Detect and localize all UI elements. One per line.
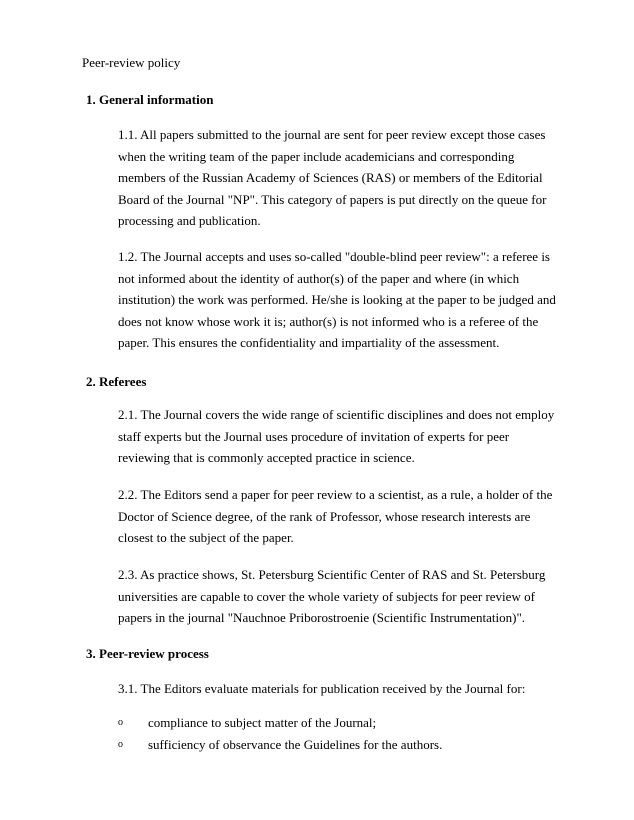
document-title: Peer-review policy: [82, 55, 181, 70]
bullet-text: sufficiency of observance the Guidelines for the authors.: [148, 736, 443, 752]
hollow-bullet-icon: o: [118, 738, 123, 750]
criteria-bullet-list: [118, 712, 558, 755]
paragraph-2-3: 2.3. As practice shows, St. Petersburg Scientific Center of RAS and St. Petersburg universities are capable to cover the whole variety of subjects for peer review of papers in the journal "Nauchnoe Priborostroenie (Scientific Instrumentation)".: [118, 567, 546, 625]
list-item: [118, 712, 558, 734]
section-heading-referees: 2. Referees: [86, 374, 147, 389]
section-heading-general-information: 1. General information: [86, 92, 214, 107]
paragraph-3-1: 3.1. The Editors evaluate materials for publication received by the Journal for:: [118, 681, 526, 696]
paragraph-1-2: 1.2. The Journal accepts and uses so-called "double-blind peer review": a referee is not informed about the identity of author(s) of the paper and where (in which institution) the work was performed. He/she is looking at the paper to be judged and does not know whose work it is; author(s) is not informed who is a referee of the paper. This ensures the confidentiality and impartiality of the assessment.: [118, 249, 556, 350]
paragraph-2-1: 2.1. The Journal covers the wide range of scientific disciplines and does not employ staff experts but the Journal uses procedure of invitation of experts for peer reviewing that is commonly accepted practice in science.: [118, 407, 555, 465]
paragraph-1-1: 1.1. All papers submitted to the journal are sent for peer review except those cases when the writing team of the paper include academicians and corresponding members of the Russian Academy of Sciences (RAS) or members of the Editorial Board of the Journal "NP". This category of papers is put directly on the queue for processing and publication.: [118, 127, 547, 228]
bullet-text: compliance to subject matter of the Journal;: [148, 715, 377, 730]
list-item: [118, 734, 558, 756]
paragraph-2-2: 2.2. The Editors send a paper for peer review to a scientist, as a rule, a holder of the Doctor of Science degree, of the rank of Professor, whose research interests are closest to the subject of the paper.: [118, 487, 553, 545]
hollow-bullet-icon: o: [118, 717, 123, 728]
section-heading-peer-review-process: 3. Peer-review process: [86, 646, 209, 661]
